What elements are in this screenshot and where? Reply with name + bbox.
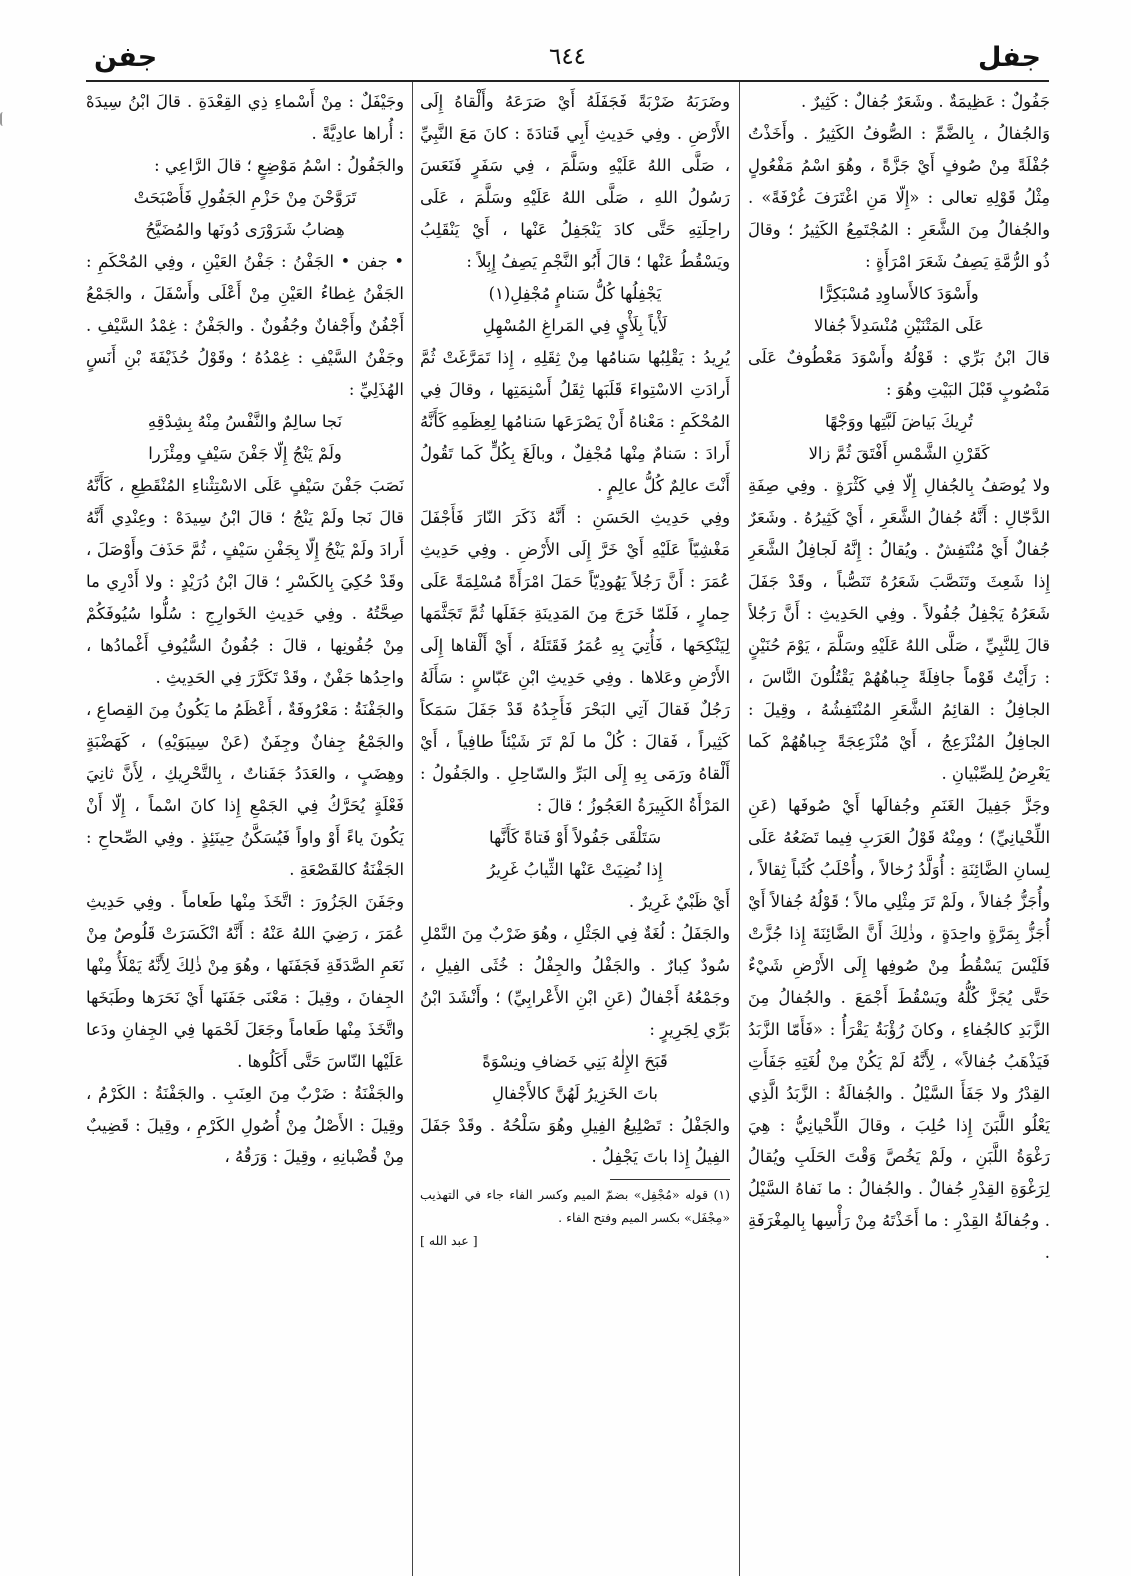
verse-line: سَتَلْقَى جَفُولاً أَوْ فَتاةً كَأَنَّها [489, 827, 661, 847]
headword-left: جفن [94, 42, 158, 73]
header-rule [86, 80, 1049, 82]
entry-jafn: • جفن • الجَفْنُ : جَفْنُ العَيْنِ ، وفِي المُحْكَمِ : الجَفْنُ غِطاءُ العَيْنِ مِنْ أَعْلَى وأَسْفَلَ ، والجَمْعُ أَجْفُنٌ وأَجْفانٌ وجُفُونٌ . والجَفْنُ : غِمْدُ السَّيْفِ . وجَفْنُ السَّيْفِ : غِمْدُهُ ؛ وقَوْلُ حُذَيْفَةَ بْنِ أَنَسٍ الهُذَلِيِّ : [86, 251, 404, 399]
verse-line: تَرَوَّحْنَ مِنْ حَزْمِ الجَفُولِ فَأَصْبَحَتْ [133, 187, 357, 207]
paragraph: وفِي حَدِيثِ الحَسَنِ : أَنَّهُ ذَكَرَ النّارَ فَأَجْفَلَ مَغْشِيّاً عَلَيْهِ أَيْ خَرَّ إِلَى الأَرْضِ . وفِي حَدِيثِ عُمَرَ : أَنَّ رَجُلاً يَهُودِيّاً حَمَلَ امْرَأَةً مُسْلِمَةً عَلَى حِمارٍ ، فَلَمّا خَرَجَ مِنَ المَدِينَةِ جَفَلَها ثُمَّ تَجَثَّمَها لِيَنْكِحَها ، فَأُتِيَ بِهِ عُمَرُ فَقَتَلَهُ ، أَيْ أَلْقاها إِلَى الأَرْضِ وعَلاها . وفِي حَدِيثِ ابْنِ عَبّاسٍ : سَأَلَهُ رَجُلٌ فَقالَ آتِي البَحْرَ فَأَجِدُهُ قَدْ جَفَلَ سَمَكاً كَثِيراً ، فَقالَ : كُلْ ما لَمْ تَرَ شَيْئاً طافِياً ، أَيْ أَلْقاهُ ورَمَى بِهِ إِلَى البَرِّ والسّاحِلِ . والجَفُولُ : المَرْأَةُ الكَبِيرَةُ العَجُوزُ ؛ قالَ : [420, 507, 730, 815]
verse-line: نَجا سالِمٌ والنَّفْسُ مِنْهُ بِشِدْقِهِ [147, 411, 343, 431]
paragraph: أَيْ ظَبْيٌ غَرِيرٌ . [628, 891, 730, 911]
headword-right: جفل [978, 42, 1041, 73]
verse-line: قَبَحَ الإِلٰهُ بَنِي خَضافِ ونِسْوَةً [482, 1051, 668, 1071]
verse-line: تُرِيكَ بَياضَ لَبَّتِها ووَجْهًا [825, 411, 973, 431]
paragraph: نَصَبَ جَفْنَ سَيْفٍ عَلَى الاسْتِثْناءِ المُنْقَطِعِ ، كَأَنَّهُ قالَ نَجا ولَمْ يَنْجُ ؛ قالَ ابْنُ سِيدَهْ : وعِنْدِي أَنَّهُ أَرادَ ولَمْ يَنْجُ إِلّا بِجَفْنِ سَيْفٍ ، ثُمَّ حَذَفَ وأَوْصَلَ ، وقَدْ حُكِيَ بِالكَسْرِ ؛ قالَ ابْنُ دُرَيْدٍ : ولا أَدْرِي ما صِحَّتُهُ . وفِي حَدِيثِ الخَوارِجِ : سُلُّوا سُيُوفَكُمْ مِنْ جُفُونِها ، قالَ : جُفُونُ السُّيُوفِ أَغْمادُها ، واحِدُها جَفْنٌ ، وقَدْ تَكَرَّرَ فِي الحَدِيثِ . [86, 475, 404, 687]
paragraph: وجَزَّ جَفِيلَ الغَنَمِ وجُفالَها أَيْ صُوفَها (عَنِ اللِّحْيانِيِّ) ؛ ومِنْهُ قَوْلُ العَرَبِ فِيما تَضَعُهُ عَلَى لِسانِ الضَّائِنَةِ : أُوَلَّدُ رُخالاً ، وأُحْلَبُ كُثَباً ثِقالاً ، وأُجَزُّ جُفالاً ، ولَمْ تَرَ مِثْلِي مالاً ؛ قَوْلُهُ جُفالاً أَيْ أُجَزُّ بِمَرَّةٍ واحِدَةٍ ، وذٰلِكَ أَنَّ الضَّائِنَةَ إِذا جُزَّتْ فَلَيْسَ يَسْقُطُ مِنْ صُوفِها إِلَى الأَرْضِ شَيْءٌ حَتَّى يُجَزَّ كُلُّهُ ويَسْقُطَ أَجْمَعَ . والجُفالُ مِنَ الزَّبَدِ كالجُفاءِ ، وكانَ رُؤْبَةُ يَقْرَأُ : «فَأَمّا الزَّبَدُ فَيَذْهَبُ جُفالاً» ، لِأَنَّهُ لَمْ يَكُنْ مِنْ لُغَتِهِ جَفَأَتِ القِدْرُ ولا جَفَأَ السَّيْلُ . والجُفالَةُ : الزَّبَدُ الَّذِي يَعْلُو اللَّبَنَ إِذا حُلِبَ ، وقالَ اللِّحْيانِيُّ : هِيَ رَغْوَةُ اللَّبَنِ ، ولَمْ يَخُصَّ وَقْتَ الحَلَبِ ويُقالُ لِرَغْوَةِ القِدْرِ جُفالٌ . والجُفالُ : ما نَفاهُ السَّيْلُ . وجُفالَةُ القِدْرِ : ما أَخَذْتَهُ مِنْ رَأْسِها بِالمِغْرَفَةِ . [748, 795, 1050, 1263]
paragraph: وجَيْفَلٌ : مِنْ أَسْماءِ ذِي القِعْدَةِ . قالَ ابْنُ سِيدَهْ : أُراها عادِيَّةً . [86, 92, 404, 143]
column-divider [412, 82, 413, 1576]
verse-line: إِذا نُضِيَتْ عَنْها الثِّيابُ غَرِيرُ [487, 859, 663, 879]
paragraph: والجَفْلُ : تَصْلِيعُ الفِيلِ وهُوَ سَلْحُهُ . وقَدْ جَفَلَ الفِيلُ إِذا باتَ يَجْفِلُ . [420, 1115, 730, 1167]
paragraph: وضَرَبَهُ ضَرْبَةً فَجَفَلَهُ أَيْ صَرَعَهُ وأَلْقاهُ إِلَى الأَرْضِ . وفِي حَدِيثِ أَبِي قَتادَةَ : كانَ مَعَ النَّبِيِّ ، صَلَّى اللهُ عَلَيْهِ وسَلَّمَ ، فِي سَفَرٍ فَنَعَسَ رَسُولُ اللهِ ، صَلَّى اللهُ عَلَيْهِ وسَلَّمَ ، عَلَى راحِلَتِهِ حَتَّى كادَ يَنْجَفِلُ عَنْها ، أَيْ يَنْقَلِبُ ويَسْقُطُ عَنْها ؛ قالَ أَبُو النَّجْمِ يَصِفُ إِبِلاً : [420, 92, 730, 271]
paragraph: ولا يُوصَفُ بِالجُفالِ إِلّا فِي كَثْرَةٍ . وفِي صِفَةِ الدَّجّالِ : أَنَّهُ جُفالُ الشَّعَرِ ، أَيْ كَثِيرُهُ . وشَعَرٌ جُفالٌ أَيْ مُنْتَفِشٌ . ويُقالُ : إِنَّهُ لَجافِلُ الشَّعَرِ إِذا شَعِثَ وتَنَصَّبَ شَعَرُهُ تَنَصُّباً ، وقَدْ جَفَلَ شَعَرُهُ يَجْفِلُ جُفُولاً . وفِي الحَدِيثِ : أَنَّ رَجُلاً قالَ لِلنَّبِيِّ ، صَلَّى اللهُ عَلَيْهِ وسَلَّمَ ، يَوْمَ حُنَيْنٍ : رَأَيْتُ قَوْماً جافِلَةً جِباهُهُمْ يَقْتُلُونَ النَّاسَ ، الجافِلُ : القائِمُ الشَّعَرِ المُنْتَفِشُهُ ، وقِيلَ : الجافِلُ المُنْزَعِجُ ، أَيْ مُنْزَعِجَةً جِباهُهُمْ كَما يَعْرِضُ لِلصِّبْيانِ . [748, 475, 1050, 783]
verse-line: وأَسْوَدَ كالأَساوِدِ مُسْبَكِرًّا [819, 283, 979, 303]
verse-line: عَلَى المَتْنَيْنِ مُنْسَدِلاً جُفالا [814, 315, 984, 335]
footnote: (١) قوله «مُجْفِل» بضمّ الميم وكسر الفاء جاء في التهذيب «مِجْفَل» بكسر الميم وفتح الفاء . [420, 1187, 730, 1225]
column-middle [420, 86, 730, 1568]
paragraph: وجَفَنَ الجَزُورَ : اتَّخَذَ مِنْها طَعاماً . وفِي حَدِيثِ عُمَرَ ، رَضِيَ اللهُ عَنْهُ : أَنَّهُ انْكَسَرَتْ قَلُوصٌ مِنْ نَعَمِ الصَّدَقَةِ فَجَفَنَها ، وهُوَ مِنْ ذٰلِكَ لِأَنَّهُ يَمْلَأُ مِنْها الجِفانَ ، وقِيلَ : مَعْنَى جَفَنَها أَيْ نَحَرَها وطَبَخَها واتَّخَذَ مِنْها طَعاماً وجَعَلَ لَحْمَها فِي الجِفانِ ودَعا عَلَيْها النّاسَ حَتَّى أَكَلُوها . [86, 891, 404, 1071]
column-divider [739, 82, 740, 1576]
editor-signature: [ عبد الله ] [420, 1233, 478, 1249]
footnote-rule [610, 1179, 730, 1180]
paragraph: قالَ ابْنُ بَرِّي : قَوْلُهُ وأَسْوَدَ مَعْطُوفٌ عَلَى مَنْصُوبٍ قَبْلَ البَيْتِ وهُوَ : [748, 347, 1050, 399]
page-number: ٦٤٤ [548, 44, 587, 70]
verse-line: هِضابُ شَرَوْرَى دُونَها والمُضَيَّحُ [145, 219, 345, 239]
paragraph: والجَفْنَةُ : مَعْرُوفَةٌ ، أَعْظَمُ ما يَكُونُ مِنَ القِصاعِ ، والجَمْعُ جِفانٌ وجِفَنٌ (عَنْ سِيبَوَيْهِ) ، كَهَضْبَةٍ وهِضَبٍ ، والعَدَدُ جَفَناتٌ ، بِالتَّحْرِيكِ ، لِأَنَّ ثانِيَ فَعْلَةٍ يُحَرَّكُ فِي الجَمْعِ إِذا كانَ اسْماً ، إِلّا أَنْ يَكُونَ ياءً أَوْ واواً فَيُسَكَّنُ حِينَئِذٍ . وفِي الصِّحاحِ : الجَفْنَةُ كالقَصْعَةِ . [86, 699, 404, 879]
page-header [86, 38, 1049, 78]
paragraph: والجَفَلُ : لُغَةٌ فِي الجَثْلِ ، وهُوَ ضَرْبٌ مِنَ النَّمْلِ سُودٌ كِبارٌ . والجَفْلُ والجِفْلُ : خُثَى الفِيلِ ، وجَمْعُهُ أَجْفالٌ (عَنِ ابْنِ الأَعْرابِيِّ) ؛ وأَنْشَدَ ابْنُ بَرِّي لِجَرِيرٍ : [420, 923, 730, 1039]
paragraph: والجَفُولُ : اسْمُ مَوْضِعٍ ؛ قالَ الرَّاعِي : [154, 155, 404, 175]
verse-line: باتَ الخَزِيرُ لَهُنَّ كالأَجْفالِ [492, 1083, 658, 1103]
paragraph: والجَفْنَةُ : ضَرْبٌ مِنَ العِنَبِ . والجَفْنَةُ : الكَرْمُ ، وقِيلَ : الأَصْلُ مِنْ أُصُولِ الكَرْمِ ، وقِيلَ : قَضِيبٌ مِنْ قُضْبانِهِ ، وقِيلَ : وَرَقُهُ ، [86, 1083, 404, 1167]
column-left [86, 86, 404, 1568]
verse-line: يَجْفِلُها كُلُّ سَنامٍ مُجْفِلِ(١) [488, 283, 662, 303]
verse-line: كَقَرْنِ الشَّمْسِ أَفْتَقَ ثُمَّ زالا [808, 443, 990, 463]
verse-line: ولَمْ يَنْجُ إِلّا جَفْنَ سَيْفٍ ومِئْزَرا [148, 443, 342, 463]
margin-mark [0, 112, 6, 126]
paragraph: جَفُولٌ : عَظِيمَةٌ . وشَعَرٌ جُفالٌ : كَثِيرٌ . [800, 92, 1050, 111]
verse-line: لَأْياً بِلَأْيٍ فِي المَراغِ المُسْهِلِ [482, 315, 668, 335]
paragraph: وَالجُفالُ ، بِالضَّمِّ : الصُّوفُ الكَثِيرُ . وأَخَذْتُ جُفْلَةً مِنْ صُوفٍ أَيْ جَزَّةً ، وهُوَ اسْمُ مَفْعُولٍ مِثْلُ قَوْلِهِ تعالى : «إِلّا مَنِ اغْتَرَفَ غُرْفَةً» . والجُفالُ مِنَ الشَّعَرِ : المُجْتَمِعُ الكَثِيرُ ؛ وقالَ ذُو الرُّمَّةِ يَصِفُ شَعَرَ امْرَأَةٍ : [748, 123, 1050, 271]
column-right [748, 86, 1050, 1568]
paragraph: يُرِيدُ : يَقْلِبُها سَنامُها مِنْ ثِقَلِهِ ، إِذا تَمَرَّغَتْ ثُمَّ أَرادَتِ الاسْتِواءَ قَلَبَها ثِقَلُ أَسْنِمَتِها ، وقالَ فِي المُحْكَمِ : مَعْناهُ أَنْ يَصْرَعَها سَنامُها لِعِظَمِهِ كَأَنَّهُ أَرادَ : سَنامٌ مِنْها مُجْفِلٌ ، وبالَغَ بِكُلٍّ كَما تَقُولُ أَنْتَ عالِمٌ كُلُّ عالِمٍ . [420, 347, 730, 495]
